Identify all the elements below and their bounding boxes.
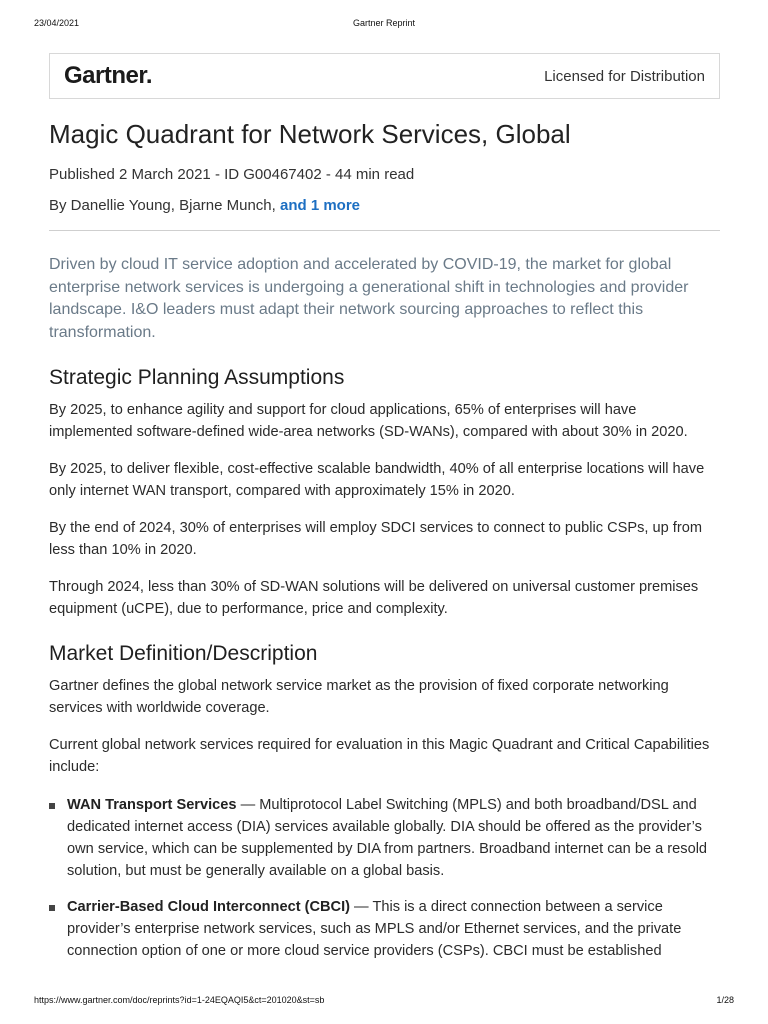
byline-authors: By Danellie Young, Bjarne Munch, [49, 197, 280, 214]
byline [49, 197, 720, 214]
square-bullet-icon [49, 905, 55, 911]
list-item [49, 896, 720, 962]
list-item [49, 794, 720, 882]
section-heading-assumptions: Strategic Planning Assumptions [49, 366, 345, 389]
list-item-term: WAN Transport Services [67, 797, 237, 813]
summary: Driven by cloud IT service adoption and accelerated by COVID-19, the market for global enterprise network services is undergoing a generational shift in technologies and provider landscape. I&O leaders must adapt their network sourcing approaches to reflect this transformation. [49, 256, 689, 341]
page-title: Magic Quadrant for Network Services, Global [49, 119, 571, 149]
print-header [34, 18, 734, 28]
brand-bar [49, 53, 720, 99]
square-bullet-icon [49, 803, 55, 809]
assumption-paragraph: By 2025, to deliver flexible, cost-effective scalable bandwidth, 40% of all enterprise locations will have only internet WAN transport, compared with approximately 15% in 2020. [49, 461, 705, 499]
definition-paragraph: Gartner defines the global network service market as the provision of fixed corporate networking services with worldwide coverage. [49, 678, 669, 716]
definition-paragraph: Current global network services required for evaluation in this Magic Quadrant and Critical Capabilities include: [49, 737, 710, 775]
gartner-logo[interactable]: Gartner. [64, 62, 153, 89]
print-footer [34, 995, 734, 1005]
list-item-term: Carrier-Based Cloud Interconnect (CBCI) [67, 899, 350, 915]
article-page [49, 53, 720, 976]
license-label: Licensed for Distribution [544, 67, 705, 85]
print-title: Gartner Reprint [352, 18, 416, 28]
capabilities-list [49, 794, 720, 962]
page-url: https://www.gartner.com/doc/reprints?id=1-24EQAQI5&ct=201020&st=sb [34, 995, 325, 1005]
section-heading-definition: Market Definition/Description [49, 642, 318, 665]
publication-meta: Published 2 March 2021 - ID G00467402 - 44 min read [49, 166, 415, 183]
divider [49, 230, 720, 231]
assumption-paragraph: Through 2024, less than 30% of SD-WAN solutions will be delivered on universal customer premises equipment (uCPE), due to performance, price and complexity. [49, 579, 699, 617]
assumption-paragraph: By the end of 2024, 30% of enterprises will employ SDCI services to connect to public CSPs, up from less than 10% in 2020. [49, 520, 702, 558]
print-date: 23/04/2021 [34, 18, 80, 28]
list-item-text: — Multiprotocol Label Switching (MPLS) and both broadband/DSL and dedicated internet access (DIA) services available globally. DIA should be offered as the provider’s own service, which can be supplemented by DIA from partners. Broadband internet can be a resold solution, but must be generally available on a global basis. [67, 797, 708, 879]
list-item-text: — This is a direct connection between a service provider’s enterprise network services, such as MPLS and/or Ethernet services, and the private connection option of one or more cloud service providers (CSPs). CBCI must be established [67, 899, 682, 959]
assumption-paragraph: By 2025, to enhance agility and support for cloud applications, 65% of enterprises will have implemented software-defined wide-area networks (SD-WANs), compared with about 30% in 2020. [49, 402, 688, 440]
page-number: 1/28 [716, 995, 734, 1005]
more-authors-link[interactable]: and 1 more [279, 197, 361, 214]
